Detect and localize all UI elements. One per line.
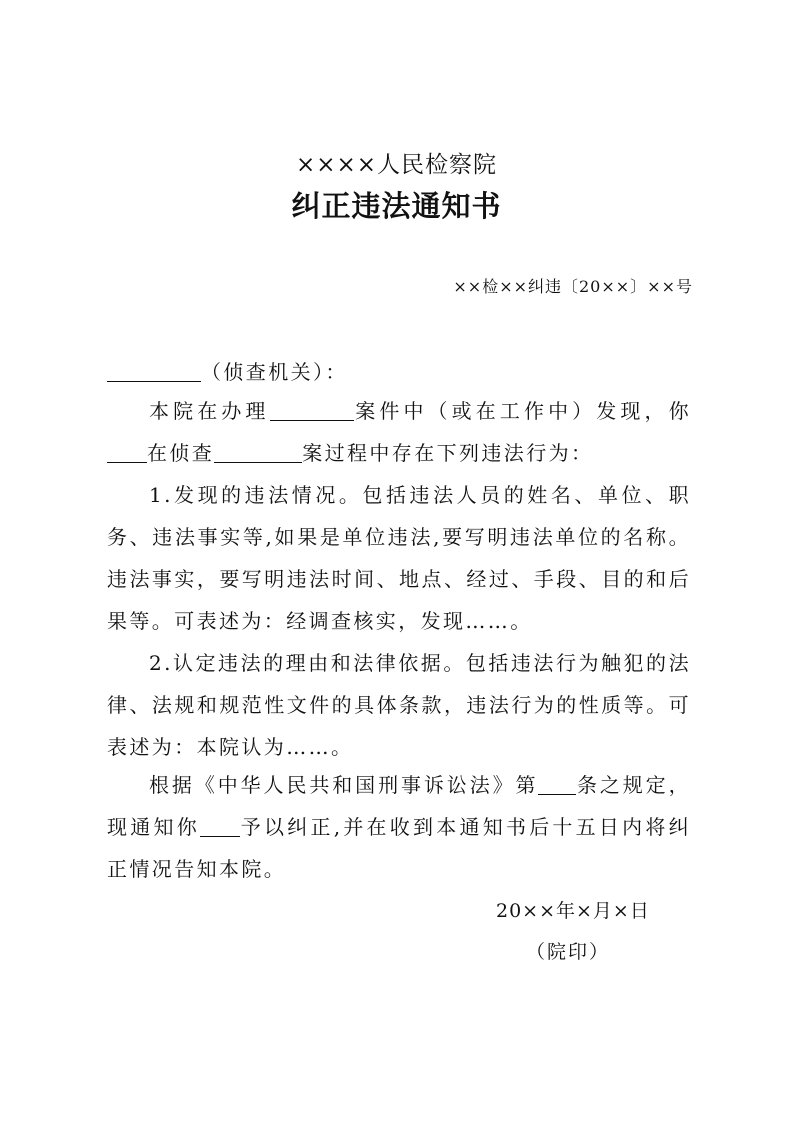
document-number: ××检××纠违〔20××〕××号 [453,277,693,296]
addressee-label: （侦查机关）： [201,360,348,384]
closing-text-2: 条之规定，现通知你 [107,773,691,839]
intro-text-1: 本院在办理 [149,399,270,423]
investigation-case-blank [214,442,302,463]
seal-placeholder: （院印） [526,941,611,963]
agency-blank [107,442,147,463]
procuratorate-name: ××××人民检察院 [295,152,498,178]
intro-text-3: 在侦查 [147,441,215,465]
closing-text-1: 根据《中华人民共和国刑事诉讼法》第 [149,773,539,797]
intro-paragraph [107,390,691,474]
issue-date: 20××年×月×日 [496,900,650,922]
closing-paragraph [107,764,691,890]
addressee-blank [107,361,201,382]
addressee-line [107,351,691,393]
document-title: 纠正违法通知书 [291,189,502,223]
legal-basis-paragraph: 2.认定违法的理由和法律依据。包括违法行为触犯的法律、法规和规范性文件的具体条款，违法行为的性质等。可表述为：本院认为……。 [107,651,691,759]
case-name-blank [270,400,354,421]
recipient-blank [200,816,240,837]
closing-text-3: 予以纠正,并在收到本通知书后十五日内将纠正情况告知本院。 [107,815,692,881]
intro-text-4: 案过程中存在下列违法行为： [302,441,594,465]
article-number-blank [538,774,576,795]
intro-text-2: 案件中（或在工作中）发现，你 [353,399,691,423]
violation-facts-paragraph: 1.发现的违法情况。包括违法人员的姓名、单位、职务、违法事实等,如果是单位违法,要写明违法单位的名称。违法事实，要写明违法时间、地点、经过、手段、目的和后果等。可表述为：经调查核实，发现……。 [107,483,691,633]
